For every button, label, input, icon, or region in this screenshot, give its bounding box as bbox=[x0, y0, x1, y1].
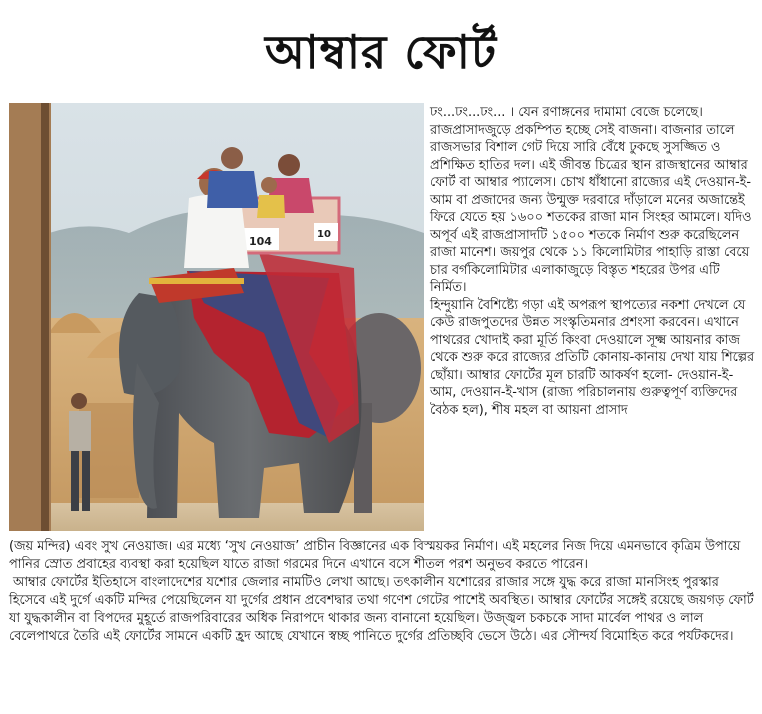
saddle-number-10: 10 bbox=[317, 229, 331, 240]
article-column-text bbox=[430, 104, 757, 419]
column-paragraph-1: ঢং...ঢং...ঢং... । যেন রণাঙ্গনের দামামা বেজে চলেছে। রাজপ্রাসাদজুড়ে প্রকম্পিত হচ্ছে সেই বাজনা। বাজনার তালে রাজসভার বিশাল গেট দিয়ে সারি বেঁধে ঢুকছে সুসজ্জিত ও প্রশিক্ষিত হাতির দল। এই জীবন্ত চিত্রের স্থান রাজস্থানের আম্বার ফোর্ট বা আম্বার প্যালেস। চোখ ধাঁধানো রাজ্যের এই দেওয়ান-ই-আম বা প্রজাদের জন্য উন্মুক্ত দরবারে দাঁড়ালে মনের অজান্তেই ফিরে যেতে হয় ১৬০০ শতকের রাজা মান সিংহর আমলে। যদিও অপূর্ব এই রাজপ্রাসাদটি ১৫০০ শতকে নির্মাণ শুরু করেছিলেন রাজা মানেশ। জয়পুর থেকে ১১ কিলোমিটার পাহাড়ি রাস্তা বেয়ে চার বর্গকিলোমিটার এলাকাজুড়ে বিস্তৃত শহরের উপর এটি নির্মিত। bbox=[430, 105, 752, 295]
article-wide-text bbox=[9, 538, 757, 645]
article-photo-elephant-ride bbox=[9, 103, 424, 531]
wide-paragraph-1: (জয় মন্দির) এবং সুখ নেওয়াজ। এর মধ্যে ‘সুখ নেওয়াজ’ প্রাচীন বিজ্ঞানের এক বিস্ময়কর নির্মাণ। এই মহলের নিজ দিয়ে এমনভাবে কৃত্রিম উপায়ে পানির স্রোত প্রবাহের ব্যবস্থা করা হয়েছিল যাতে রাজা গরমের দিনে এখানে বসে শীতল পরশ অনুভব করতে পারেন। bbox=[9, 539, 741, 572]
wide-paragraph-2: আম্বার ফোর্টের ইতিহাসে বাংলাদেশের যশোর জেলার নামটিও লেখা আছে। তৎকালীন যশোরের রাজার সঙ্গে যুদ্ধ করে রাজা মানসিংহ পুরস্কার হিসেবে এই দুর্গে একটি মন্দির পেয়েছিলেন যা দুর্গের প্রধান প্রবেশদ্বার তথা গণেশ গেটের পাশেই অবস্থিত। আম্বার ফোর্টের সঙ্গেই রয়েছে জয়গড় ফোর্ট যা যুদ্ধকালীন বা বিপদের মুহূর্তে রাজপরিবারের অধিক নিরাপদে থাকার জন্য বানানো হয়েছিল। উজ্জ্বল চকচকে সাদা মার্বেল পাথর ও লাল বেলেপাথরে তৈরি এই ফোর্টের সামনে একটি হ্রদ আছে যেখানে স্বচ্ছ পানিতে দুর্গের প্রতিচ্ছবি ভেসে উঠে। এর সৌন্দর্য বিমোহিত করে পর্যটকদের। bbox=[9, 574, 754, 644]
column-paragraph-2: হিন্দুয়ানি বৈশিষ্ট্যে গড়া এই অপরূপ স্থাপত্যের নকশা দেখলে যে কেউ রাজপুতদের উন্নত সংস্কৃতিমনার প্রশংসা করবেন। এখানে পাথরের খোদাই করা মূর্তি কিংবা দেওয়ালে সূক্ষ্ম আয়নার কাজ থেকে শুরু করে রাজ্যের প্রতিটি কোনায়-কানায় দেখা যায় শিল্পের ছোঁয়া। আম্বার ফোর্টের মূল চারটি আকর্ষণ হলো- দেওয়ান-ই-আম, দেওয়ান-ই-খাস (রাজ্য পরিচালনায় গুরুত্বপূর্ণ ব্যক্তিদের বৈঠক হল), শীষ মহল বা আয়না প্রাসাদ bbox=[430, 297, 755, 418]
saddle-number-104: 104 bbox=[249, 235, 272, 248]
article-title: আম্বার ফোর্ট bbox=[264, 25, 498, 79]
